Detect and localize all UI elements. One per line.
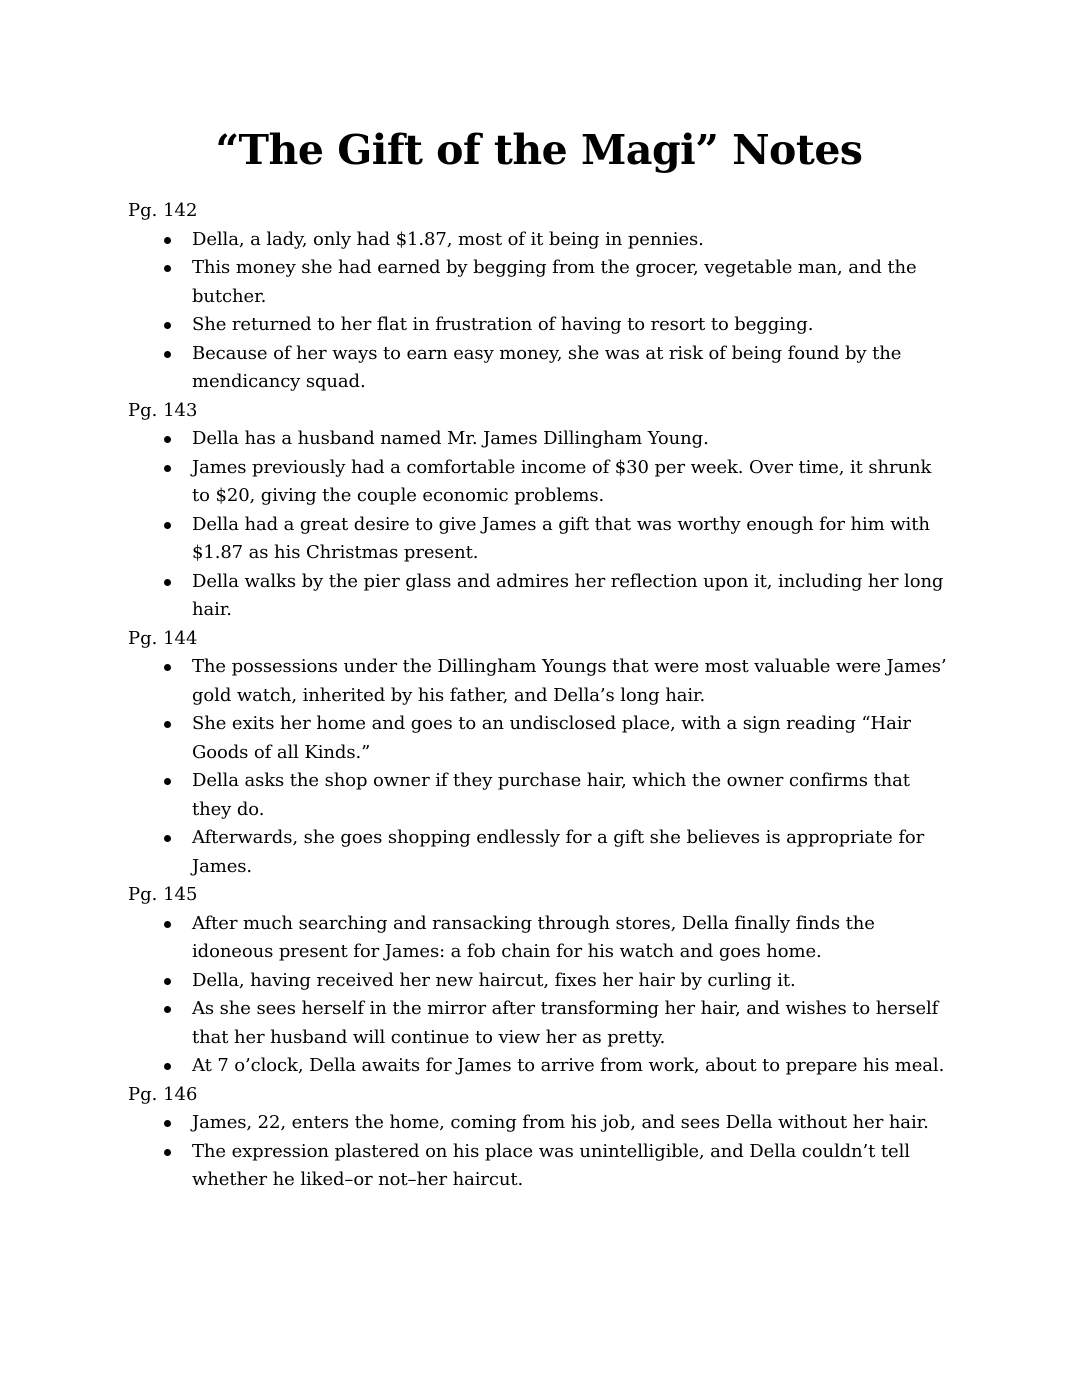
note-item: This money she had earned by begging from the grocer, vegetable man, and the butcher. [128, 254, 950, 311]
note-item: After much searching and ransacking through stores, Della finally finds the idoneous present for James: a fob chain for his watch and goes home. [128, 910, 950, 967]
section-pg-144 [128, 625, 950, 882]
page-heading: Pg. 142 [128, 200, 198, 221]
page-heading: Pg. 146 [128, 1083, 198, 1105]
note-item: Afterwards, she goes shopping endlessly for a gift she believes is appropriate for James. [128, 824, 950, 881]
notes-list [128, 226, 950, 397]
notes-list [128, 910, 950, 1081]
note-item: Della had a great desire to give James a gift that was worthy enough for him with $1.87 as his Christmas present. [128, 511, 950, 568]
note-item: Because of her ways to earn easy money, she was at risk of being found by the mendicancy squad. [128, 340, 950, 397]
note-item: The expression plastered on his place was unintelligible, and Della couldn’t tell whether he liked–or not–her haircut. [128, 1138, 950, 1195]
note-item: Della, having received her new haircut, fixes her hair by curling it. [128, 967, 950, 996]
notes-list [128, 653, 950, 881]
note-item: She returned to her flat in frustration of having to resort to begging. [128, 311, 950, 340]
note-item: As she sees herself in the mirror after transforming her hair, and wishes to herself that her husband will continue to view her as pretty. [128, 995, 950, 1052]
page-heading: Pg. 145 [128, 884, 198, 905]
document-title: “The Gift of the Magi” Notes [215, 126, 863, 174]
note-item: Della, a lady, only had $1.87, most of it being in pennies. [128, 226, 950, 255]
page-heading: Pg. 143 [128, 399, 198, 421]
section-pg-143 [128, 397, 950, 625]
notes-list [128, 1109, 950, 1195]
notes-list [128, 425, 950, 625]
note-item: Della walks by the pier glass and admires her reflection upon it, including her long hair. [128, 568, 950, 625]
note-item: Della has a husband named Mr. James Dillingham Young. [128, 425, 950, 454]
note-item: James, 22, enters the home, coming from his job, and sees Della without her hair. [128, 1109, 950, 1138]
section-pg-146 [128, 1081, 950, 1195]
section-pg-145 [128, 881, 950, 1081]
note-item: The possessions under the Dillingham Youngs that were most valuable were James’ gold watch, inherited by his father, and Della’s long hair. [128, 653, 950, 710]
note-item: Della asks the shop owner if they purchase hair, which the owner confirms that they do. [128, 767, 950, 824]
note-item: James previously had a comfortable income of $30 per week. Over time, it shrunk to $20, giving the couple economic problems. [128, 454, 950, 511]
note-item: She exits her home and goes to an undisclosed place, with a sign reading “Hair Goods of all Kinds.” [128, 710, 950, 767]
note-item: At 7 o’clock, Della awaits for James to arrive from work, about to prepare his meal. [128, 1052, 950, 1081]
page-heading: Pg. 144 [128, 627, 198, 649]
section-pg-142 [128, 197, 950, 397]
